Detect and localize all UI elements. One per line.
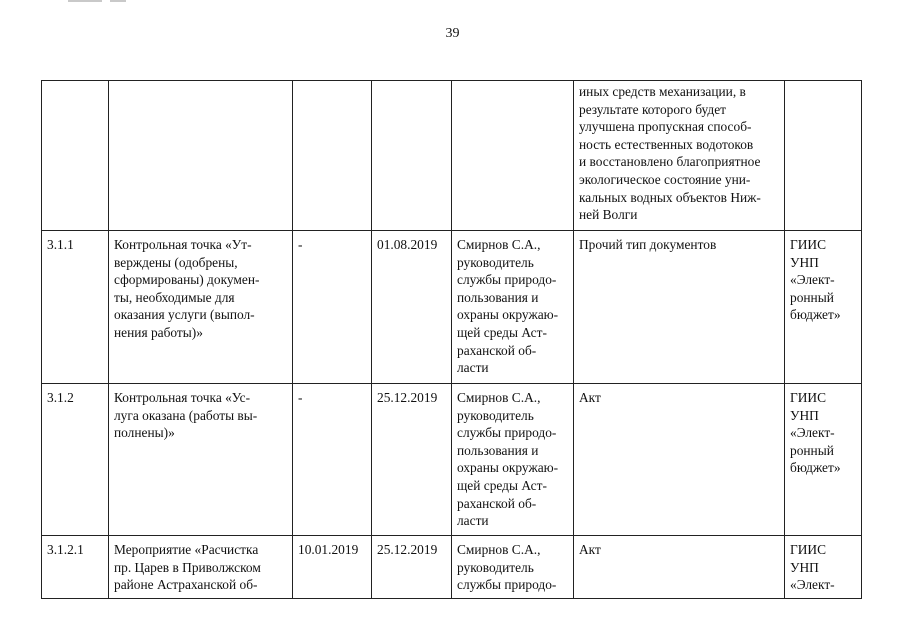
cell-number: 3.1.2.1 xyxy=(42,536,109,599)
cell-end: 01.08.2019 xyxy=(372,231,452,384)
cell-document: Акт xyxy=(574,536,785,599)
scan-artifact xyxy=(110,0,126,2)
cell-system: ГИИС УНП «Элект- ронный бюджет» xyxy=(785,384,862,536)
cell-number xyxy=(42,81,109,231)
table-row xyxy=(42,231,862,384)
table-row-continuation xyxy=(42,81,862,231)
cell-start: 10.01.2019 xyxy=(293,536,372,599)
cell-document: Прочий тип документов xyxy=(574,231,785,384)
cell-name: Контрольная точка «Ут- верждены (одобрены, сформированы) докумен- ты, необходимые для оказания услуги (выпол- нения работы)» xyxy=(109,231,293,384)
activity-table xyxy=(41,80,862,599)
cell-responsible: Смирнов С.А., руководитель службы природо- пользования и охраны окружаю- щей среды Аст- раханской об- ласти xyxy=(452,231,574,384)
cell-system xyxy=(785,81,862,231)
cell-end xyxy=(372,81,452,231)
cell-responsible xyxy=(452,81,574,231)
cell-name: Мероприятие «Расчистка пр. Царев в Приволжском районе Астраханской об- xyxy=(109,536,293,599)
cell-name: Контрольная точка «Ус- луга оказана (работы вы- полнены)» xyxy=(109,384,293,536)
cell-document: Акт xyxy=(574,384,785,536)
table-row xyxy=(42,384,862,536)
cell-system: ГИИС УНП «Элект- ронный бюджет» xyxy=(785,231,862,384)
cell-start xyxy=(293,81,372,231)
cell-end: 25.12.2019 xyxy=(372,536,452,599)
cell-start: - xyxy=(293,231,372,384)
cell-result-text: иных средств механизации, в результате которого будет улучшена пропускная способ- ность естественных водотоков и восстановлено благоприятное экологическое состояние уни- кальных водных объектов Ниж- ней Волги xyxy=(574,81,785,231)
cell-number: 3.1.2 xyxy=(42,384,109,536)
cell-number: 3.1.1 xyxy=(42,231,109,384)
cell-responsible: Смирнов С.А., руководитель службы природо- пользования и охраны окружаю- щей среды Аст- раханской об- ласти xyxy=(452,384,574,536)
cell-system: ГИИС УНП «Элект- xyxy=(785,536,862,599)
table-row xyxy=(42,536,862,599)
page-number: 39 xyxy=(445,26,460,41)
cell-responsible: Смирнов С.А., руководитель службы природо- xyxy=(452,536,574,599)
cell-name xyxy=(109,81,293,231)
cell-end: 25.12.2019 xyxy=(372,384,452,536)
scan-artifact xyxy=(68,0,102,2)
cell-start: - xyxy=(293,384,372,536)
